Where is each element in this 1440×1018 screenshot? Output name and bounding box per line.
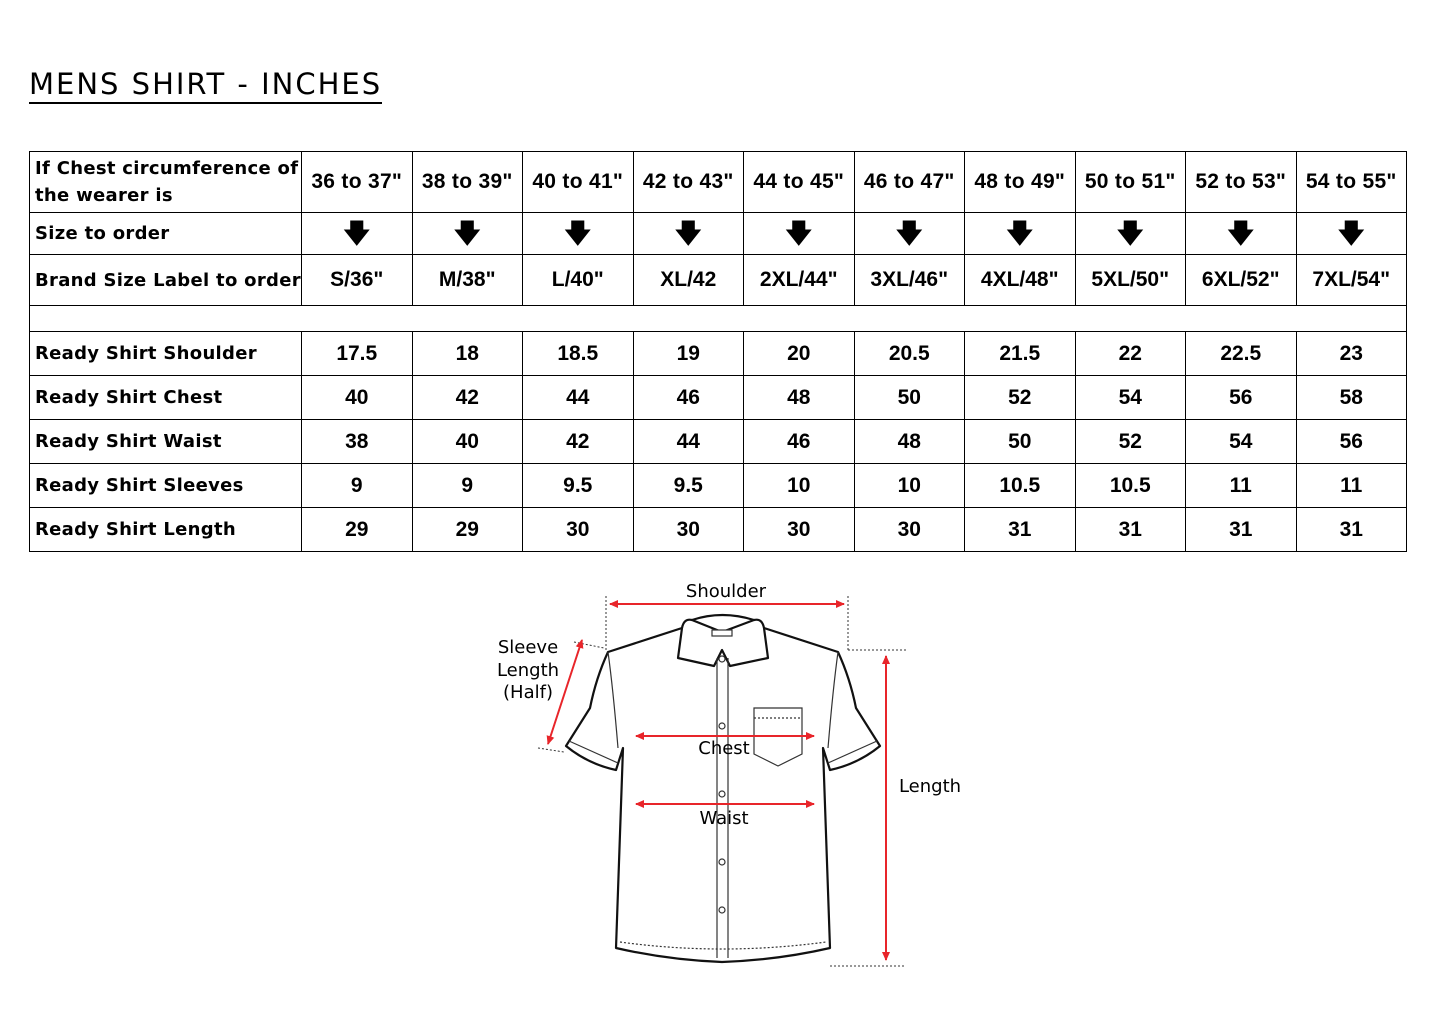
shoulder-label: Shoulder bbox=[685, 581, 767, 602]
measure-cell: 56 bbox=[1296, 420, 1407, 464]
measure-cell: 31 bbox=[1075, 508, 1186, 552]
brand-size-cell: 4XL/48" bbox=[965, 255, 1076, 306]
page-title: MENS SHIRT - INCHES bbox=[29, 66, 382, 104]
brand-size-cell: L/40" bbox=[523, 255, 634, 306]
measure-cell: 30 bbox=[523, 508, 634, 552]
down-arrow-icon: 🡇 bbox=[302, 213, 413, 255]
measure-cell: 42 bbox=[412, 376, 523, 420]
measure-cell: 30 bbox=[744, 508, 855, 552]
size-chart-table bbox=[29, 151, 1407, 552]
measure-row bbox=[30, 332, 1407, 376]
brand-size-row bbox=[30, 255, 1407, 306]
measure-row-label: Ready Shirt Chest bbox=[30, 376, 302, 420]
measure-cell: 40 bbox=[302, 376, 413, 420]
brand-size-cell: 2XL/44" bbox=[744, 255, 855, 306]
chest-range-cell: 46 to 47" bbox=[854, 152, 965, 213]
sleeve-label-line1: Sleeve bbox=[497, 637, 559, 658]
down-arrow-icon: 🡇 bbox=[965, 213, 1076, 255]
measure-cell: 29 bbox=[412, 508, 523, 552]
measure-cell: 40 bbox=[412, 420, 523, 464]
brand-size-cell: 5XL/50" bbox=[1075, 255, 1186, 306]
measure-cell: 9 bbox=[412, 464, 523, 508]
down-arrow-icon: 🡇 bbox=[633, 213, 744, 255]
brand-size-cell: 7XL/54" bbox=[1296, 255, 1407, 306]
measure-cell: 46 bbox=[633, 376, 744, 420]
measure-cell: 50 bbox=[965, 420, 1076, 464]
measure-cell: 56 bbox=[1186, 376, 1297, 420]
brand-size-cell: 3XL/46" bbox=[854, 255, 965, 306]
measure-cell: 38 bbox=[302, 420, 413, 464]
measure-cell: 42 bbox=[523, 420, 634, 464]
measure-cell: 19 bbox=[633, 332, 744, 376]
chest-range-cell: 54 to 55" bbox=[1296, 152, 1407, 213]
measure-row-label: Ready Shirt Waist bbox=[30, 420, 302, 464]
down-arrow-icon: 🡇 bbox=[854, 213, 965, 255]
measure-cell: 23 bbox=[1296, 332, 1407, 376]
down-arrow-icon: 🡇 bbox=[412, 213, 523, 255]
measure-cell: 58 bbox=[1296, 376, 1407, 420]
measure-cell: 10 bbox=[854, 464, 965, 508]
size-to-order-label: Size to order bbox=[30, 213, 302, 255]
brand-size-cell: 6XL/52" bbox=[1186, 255, 1297, 306]
measure-row bbox=[30, 508, 1407, 552]
measure-cell: 44 bbox=[523, 376, 634, 420]
measure-cell: 20 bbox=[744, 332, 855, 376]
measure-cell: 52 bbox=[1075, 420, 1186, 464]
down-arrow-icon: 🡇 bbox=[1186, 213, 1297, 255]
brand-size-cell: M/38" bbox=[412, 255, 523, 306]
sleeve-label-line2: Length bbox=[496, 660, 560, 681]
chest-range-cell: 40 to 41" bbox=[523, 152, 634, 213]
measure-cell: 31 bbox=[965, 508, 1076, 552]
measure-cell: 22.5 bbox=[1186, 332, 1297, 376]
measure-cell: 18.5 bbox=[523, 332, 634, 376]
spacer-row bbox=[30, 306, 1407, 332]
measure-row bbox=[30, 464, 1407, 508]
chest-label: Chest bbox=[698, 738, 750, 759]
measure-cell: 9.5 bbox=[633, 464, 744, 508]
down-arrow-icon: 🡇 bbox=[523, 213, 634, 255]
spacer-cell bbox=[30, 306, 1407, 332]
measure-cell: 17.5 bbox=[302, 332, 413, 376]
measure-cell: 44 bbox=[633, 420, 744, 464]
measure-cell: 54 bbox=[1075, 376, 1186, 420]
measure-cell: 20.5 bbox=[854, 332, 965, 376]
measure-cell: 9.5 bbox=[523, 464, 634, 508]
chest-range-row bbox=[30, 152, 1407, 213]
measure-cell: 48 bbox=[854, 420, 965, 464]
measure-row-label: Ready Shirt Shoulder bbox=[30, 332, 302, 376]
measure-cell: 11 bbox=[1186, 464, 1297, 508]
measure-cell: 46 bbox=[744, 420, 855, 464]
chest-range-cell: 42 to 43" bbox=[633, 152, 744, 213]
measure-cell: 9 bbox=[302, 464, 413, 508]
measure-cell: 31 bbox=[1186, 508, 1297, 552]
measure-cell: 52 bbox=[965, 376, 1076, 420]
measure-row bbox=[30, 376, 1407, 420]
brand-size-cell: S/36" bbox=[302, 255, 413, 306]
measure-cell: 18 bbox=[412, 332, 523, 376]
measure-row-label: Ready Shirt Length bbox=[30, 508, 302, 552]
measure-cell: 21.5 bbox=[965, 332, 1076, 376]
measure-cell: 31 bbox=[1296, 508, 1407, 552]
chest-range-cell: 44 to 45" bbox=[744, 152, 855, 213]
chest-range-cell: 36 to 37" bbox=[302, 152, 413, 213]
shirt-measurement-diagram bbox=[468, 558, 978, 1013]
down-arrow-icon: 🡇 bbox=[1075, 213, 1186, 255]
measure-cell: 50 bbox=[854, 376, 965, 420]
chest-range-cell: 52 to 53" bbox=[1186, 152, 1297, 213]
measure-cell: 29 bbox=[302, 508, 413, 552]
chest-range-row-label: If Chest circumference of the wearer is bbox=[30, 152, 302, 213]
measure-cell: 22 bbox=[1075, 332, 1186, 376]
measure-row bbox=[30, 420, 1407, 464]
measure-row-label: Ready Shirt Sleeves bbox=[30, 464, 302, 508]
measure-cell: 11 bbox=[1296, 464, 1407, 508]
chest-range-cell: 38 to 39" bbox=[412, 152, 523, 213]
measure-cell: 54 bbox=[1186, 420, 1297, 464]
sleeve-label-line3: (Half) bbox=[503, 682, 553, 703]
waist-label: Waist bbox=[699, 808, 749, 829]
chest-range-cell: 48 to 49" bbox=[965, 152, 1076, 213]
chest-range-cell: 50 to 51" bbox=[1075, 152, 1186, 213]
measure-cell: 10.5 bbox=[1075, 464, 1186, 508]
measure-cell: 30 bbox=[633, 508, 744, 552]
brand-size-cell: XL/42 bbox=[633, 255, 744, 306]
measure-cell: 10 bbox=[744, 464, 855, 508]
down-arrow-icon: 🡇 bbox=[744, 213, 855, 255]
down-arrow-icon: 🡇 bbox=[1296, 213, 1407, 255]
measure-cell: 48 bbox=[744, 376, 855, 420]
measure-cell: 30 bbox=[854, 508, 965, 552]
size-to-order-row bbox=[30, 213, 1407, 255]
length-label: Length bbox=[898, 776, 962, 797]
measure-cell: 10.5 bbox=[965, 464, 1076, 508]
brand-size-label: Brand Size Label to order bbox=[30, 255, 302, 306]
